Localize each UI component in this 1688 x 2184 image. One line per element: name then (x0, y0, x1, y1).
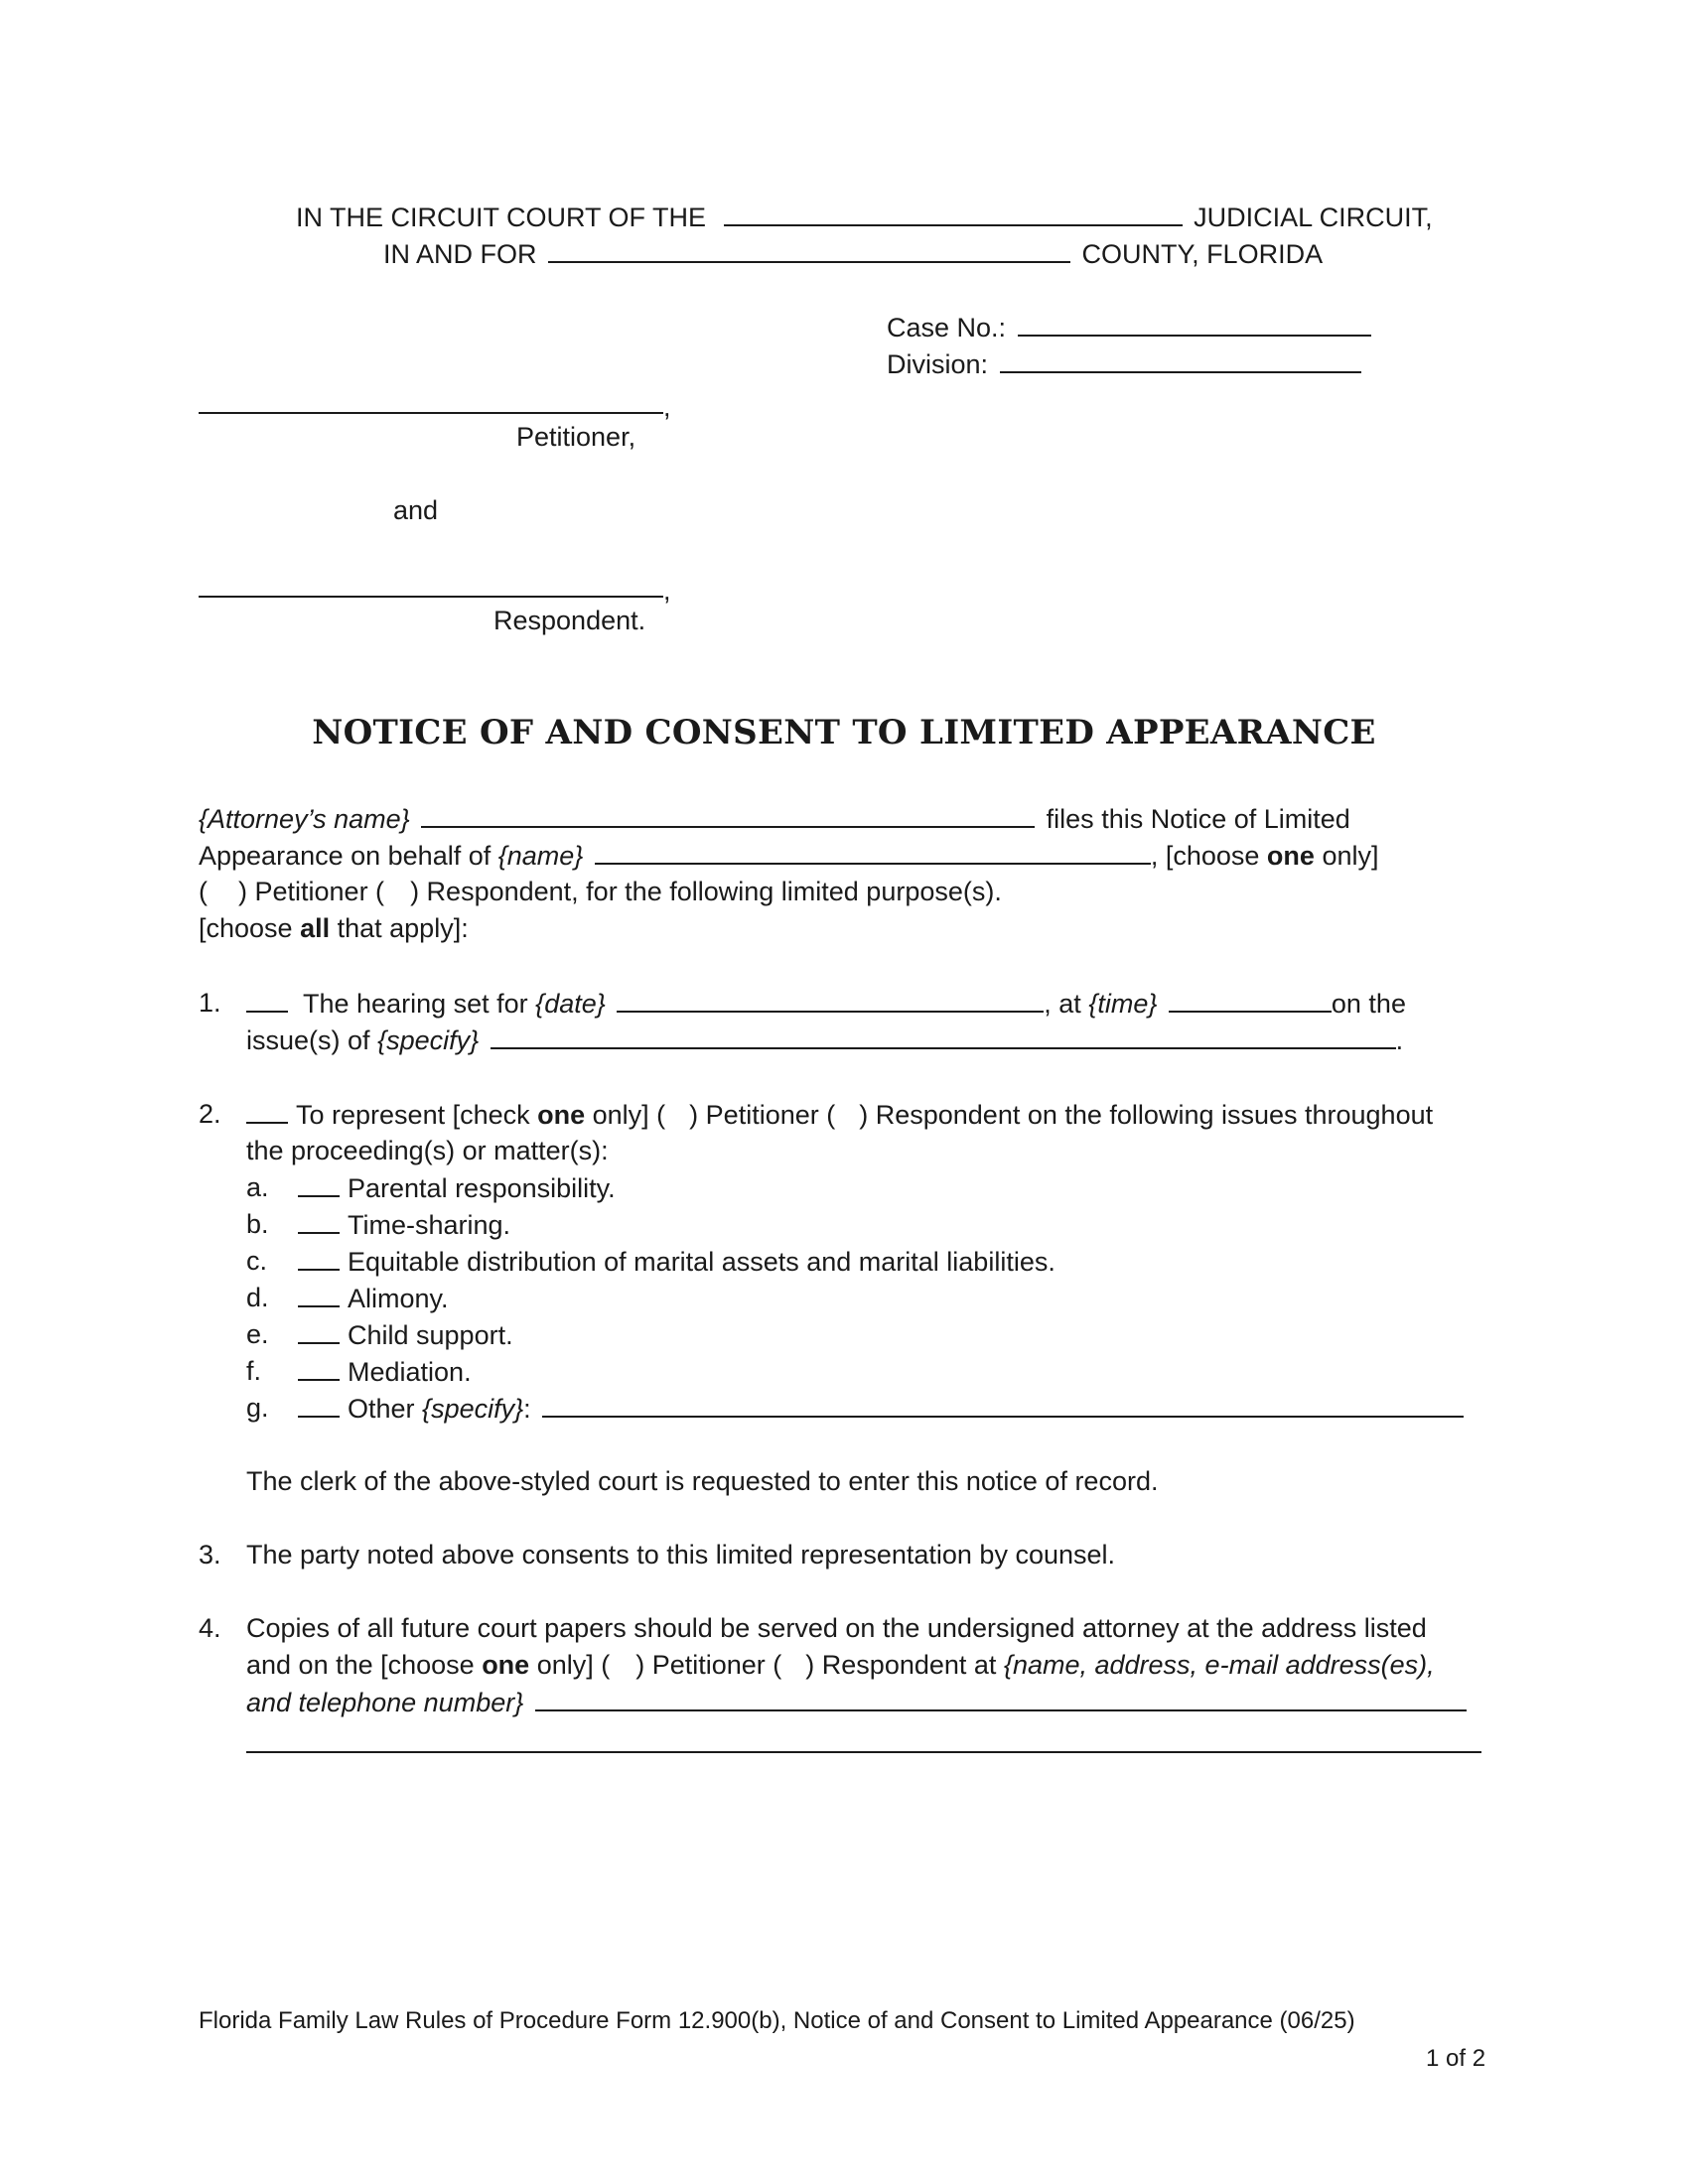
other-blank[interactable] (542, 1390, 1464, 1418)
item-2-check[interactable] (246, 1096, 288, 1124)
sub-b-text: Time-sharing. (348, 1210, 511, 1240)
clerk-statement: The clerk of the above-styled court is requested to enter this notice of record. (246, 1466, 1159, 1496)
choose-all-post: that apply]: (330, 913, 469, 943)
court-line (296, 199, 1433, 235)
specify-label: {specify} (377, 1025, 480, 1055)
item-1-line-1 (246, 985, 1406, 1022)
sub-item-d (298, 1280, 449, 1316)
petitioner-comma: , (663, 392, 671, 422)
only-text: only] (1314, 841, 1379, 871)
sub-item-e (298, 1316, 513, 1353)
sub-item-a (298, 1169, 616, 1206)
division-line (887, 345, 1365, 382)
division-blank[interactable] (1000, 345, 1361, 373)
hearing-text: The hearing set for (303, 989, 528, 1019)
issues-blank[interactable] (491, 1022, 1396, 1049)
attorney-name-label: {Attorney’s name} (199, 804, 410, 834)
sub-item-b (298, 1206, 510, 1243)
in-and-for-label: IN AND FOR (383, 239, 537, 269)
document-title: NOTICE OF AND CONSENT TO LIMITED APPEARANCE (312, 713, 1376, 752)
item-4-line-3 (246, 1684, 1471, 1720)
county-label: COUNTY, FLORIDA (1081, 239, 1324, 269)
item-4-respondent: ) Respondent at (805, 1650, 997, 1680)
other-colon: : (523, 1394, 531, 1424)
sub-g-check[interactable] (298, 1390, 340, 1418)
at-text: , at (1044, 989, 1081, 1019)
intro-line-2 (199, 837, 1378, 874)
item-4-line-2 (246, 1647, 1435, 1683)
sub-d-text: Alimony. (348, 1284, 449, 1313)
circuit-blank[interactable] (724, 199, 1183, 226)
sub-item-g (298, 1390, 1468, 1427)
county-line (383, 235, 1323, 272)
page-number: 1 of 2 (1426, 2045, 1486, 2072)
one-bold: one (1266, 841, 1315, 871)
sub-a-letter: a. (246, 1172, 269, 1202)
respondent-comma: , (663, 576, 671, 606)
sub-item-c (298, 1243, 1055, 1280)
petitioner-label: Petitioner, (516, 422, 636, 452)
choose-pre: , [choose (1150, 841, 1267, 871)
item-2-line-2: the proceeding(s) or matter(s): (246, 1136, 609, 1165)
name-label: {name} (497, 841, 584, 871)
item-4-mid: only] ( (529, 1650, 611, 1680)
time-label: {time} (1088, 989, 1158, 1019)
item-4-petitioner: ) Petitioner ( (635, 1650, 782, 1680)
intro-line-3 (199, 874, 1002, 909)
on-the-text: on the (1331, 989, 1406, 1019)
attorney-name-blank[interactable] (421, 800, 1035, 828)
item-3-text: The party noted above consents to this limited representation by counsel. (246, 1540, 1116, 1570)
intro-line-4 (199, 910, 469, 946)
respondent-label: Respondent. (493, 606, 646, 635)
issues-text: issue(s) of (246, 1025, 370, 1055)
item-2-line-1 (246, 1096, 1433, 1133)
intro-line-1 (199, 800, 1350, 837)
represent-pre: To represent [check (296, 1100, 538, 1130)
sub-e-check[interactable] (298, 1316, 340, 1344)
court-label: IN THE CIRCUIT COURT OF THE (296, 203, 707, 232)
contact-blank-1[interactable] (535, 1684, 1467, 1711)
sub-a-text: Parental responsibility. (348, 1173, 616, 1203)
petitioner-blank[interactable] (199, 412, 663, 414)
contact-label: {name, address, e-mail address(es), (1003, 1650, 1435, 1680)
footer-form-reference: Florida Family Law Rules of Procedure Form 12.900(b), Notice of and Consent to Limited Appearance (06/25) (199, 2007, 1355, 2034)
petitioner-option: ) Petitioner ( (238, 877, 385, 906)
sub-c-check[interactable] (298, 1243, 340, 1271)
case-no-blank[interactable] (1018, 309, 1371, 337)
judicial-label: JUDICIAL CIRCUIT, (1194, 203, 1433, 232)
sub-d-letter: d. (246, 1283, 269, 1312)
party-name-blank[interactable] (595, 837, 1151, 865)
respondent-option: ) Respondent, for the following limited purpose(s). (410, 877, 1002, 906)
sub-f-check[interactable] (298, 1353, 340, 1381)
other-specify-label: {specify} (422, 1394, 524, 1424)
item-2-number: 2. (199, 1099, 221, 1129)
sub-d-check[interactable] (298, 1280, 340, 1307)
sub-f-text: Mediation. (348, 1357, 472, 1387)
item-1-number: 1. (199, 988, 221, 1018)
item-4-number: 4. (199, 1613, 221, 1643)
item-3-number: 3. (199, 1540, 221, 1570)
date-blank[interactable] (617, 985, 1044, 1013)
item-1-check[interactable] (246, 985, 288, 1013)
all-bold: all (300, 913, 331, 943)
sub-g-letter: g. (246, 1393, 269, 1423)
case-no-label: Case No.: (887, 313, 1007, 342)
sub-a-check[interactable] (298, 1169, 340, 1197)
sub-item-f (298, 1353, 472, 1390)
item-1-line-2 (246, 1022, 1403, 1058)
sub-c-letter: c. (246, 1246, 268, 1276)
county-blank[interactable] (548, 235, 1070, 263)
contact-blank-2[interactable] (246, 1751, 1481, 1753)
date-label: {date} (535, 989, 606, 1019)
period: . (1395, 1025, 1404, 1055)
other-text: Other (348, 1394, 415, 1424)
choose-all-pre: [choose (199, 913, 301, 943)
contact-label-2: and telephone number} (246, 1688, 524, 1717)
sub-c-text: Equitable distribution of marital assets and marital liabilities. (348, 1247, 1055, 1277)
sub-f-letter: f. (246, 1356, 262, 1386)
one-bold-2: one (537, 1100, 586, 1130)
respondent-blank[interactable] (199, 596, 663, 598)
represent-post: only] ( (585, 1100, 666, 1130)
petitioner-checkbox[interactable]: ( (199, 877, 208, 906)
case-no-line (887, 309, 1375, 345)
sub-b-letter: b. (246, 1209, 269, 1239)
sub-e-letter: e. (246, 1319, 269, 1349)
files-notice-text: files this Notice of Limited (1046, 804, 1350, 834)
and-label: and (393, 495, 439, 525)
item-4-pre: and on the [choose (246, 1650, 483, 1680)
item-2-petitioner: ) Petitioner ( (689, 1100, 836, 1130)
division-label: Division: (887, 349, 989, 379)
sub-e-text: Child support. (348, 1320, 513, 1350)
sub-b-check[interactable] (298, 1206, 340, 1234)
one-bold-4: one (482, 1650, 530, 1680)
appearance-text: Appearance on behalf of (199, 841, 492, 871)
item-2-respondent: ) Respondent on the following issues throughout (859, 1100, 1434, 1130)
item-4-line-1: Copies of all future court papers should be served on the undersigned attorney at the address listed (246, 1613, 1427, 1643)
time-blank[interactable] (1169, 985, 1332, 1013)
